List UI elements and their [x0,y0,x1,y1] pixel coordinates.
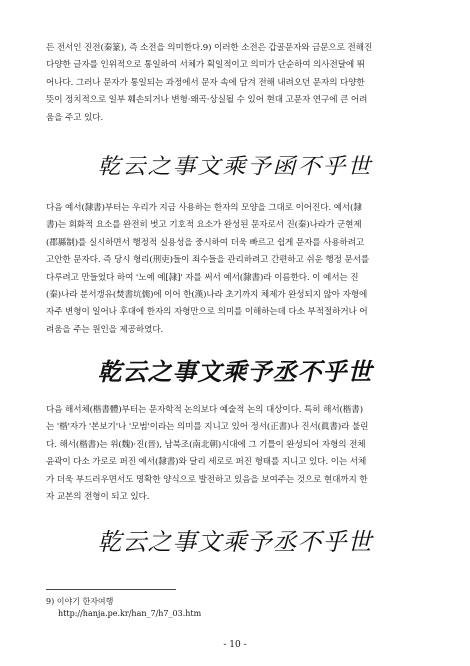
text-line: 書)는 회화적 요소를 완전히 벗고 기호적 요소가 완성된 문자로서 진(秦)나라가 군현제 [46,220,362,231]
clerical-script-sample: 乾云之事文乘予丞不乎世 [97,357,373,386]
paragraph-seal-script [46,40,428,127]
text-line: 고안한 문자다. 즉 당시 형리(刑吏)들이 죄수들을 관리하려고 간편하고 쉬운 행정 문서를 [46,255,370,266]
footnote-title: 9) 이야기 한자여행 [46,597,114,606]
text-line: 자주 변형이 일어나 후대에 한자의 자형만으로 의미를 이해하는데 다소 부적절하거나 어 [46,307,368,318]
regular-script-sample: 乾云之事文乘予丞不乎世 [97,528,373,556]
text-line: 자 교본의 전형이 되고 있다. [46,492,150,503]
footnote-url[interactable]: http://hanja.pe.kr/han_7/h7_03.htm [58,609,202,618]
text-line: 다. 해서(楷書)는 위(魏)·진(晉), 남북조(南北朝)시대에 그 기틀이 완성되어 자형의 전체 [46,439,366,450]
text-line: 다루려고 만들었다 하여 '노예 예[隷]' 자를 써서 예서(隸書)라 이름한다. 이 예서는 진 [46,272,359,283]
seal-script-sample: 乾云之事文乘予函不乎世 [97,154,373,180]
text-line: 가 더욱 부드러우면서도 명확한 양식으로 발전하고 있음을 보여주는 것으로 현대까지 한 [46,474,368,485]
text-line: (郡縣制)를 실시하면서 행정적 실용성을 중시하여 더욱 빠르고 쉽게 문자를 사용하려고 [46,237,365,248]
text-line: 든 전서인 진전(秦篆), 즉 소전을 의미한다.9) 이러한 소전은 갑골문자와 금문으로 전해진 [46,43,373,53]
footnote-divider [46,589,176,590]
text-line: 는 '楷'자가 '본보기'나 '모범'이라는 의미를 지니고 있어 정서(正書)나 진서(眞書)라 불린 [46,422,369,433]
text-line: 다음 예서(隸書)부터는 우리가 지금 사용하는 한자의 모양을 그대로 이어진다. 예서(隸 [46,203,362,213]
paragraph-clerical-script [46,200,428,339]
text-line: 윤곽이 다소 가로로 퍼진 예서(隸書)와 달리 세로로 퍼진 형태를 지니고 있다. 이는 서체 [46,457,367,468]
text-line: 뜻이 정치적으로 일부 훼손되거나 변형·왜곡·상실될 수 있어 현대 고문자 연구에 큰 어려 [46,95,368,106]
text-line: 움을 주고 있다. [46,112,104,123]
text-line: 어나다. 그러나 문자가 통일되는 과정에서 문자 속에 담겨 전해 내려오던 문자의 다양한 [46,77,365,88]
text-line: 려움을 주는 원인을 제공하였다. [46,324,164,335]
text-line: (秦)나라 분서갱유(焚書坑儒)에 이어 한(漢)나라 초기까지 체제가 완성되지 않아 자형에 [46,290,368,301]
page-number: - 10 - [223,640,247,650]
text-line: 다양한 글자를 인위적으로 통일하여 서체가 획일적이고 의미가 단순하여 의사전달에 뛰 [46,60,365,71]
text-line: 다음 해서체(楷書體)부터는 문자학적 논의보다 예술적 논의 대상이다. 특히 해서(楷書) [46,405,364,415]
paragraph-regular-script [46,402,428,506]
